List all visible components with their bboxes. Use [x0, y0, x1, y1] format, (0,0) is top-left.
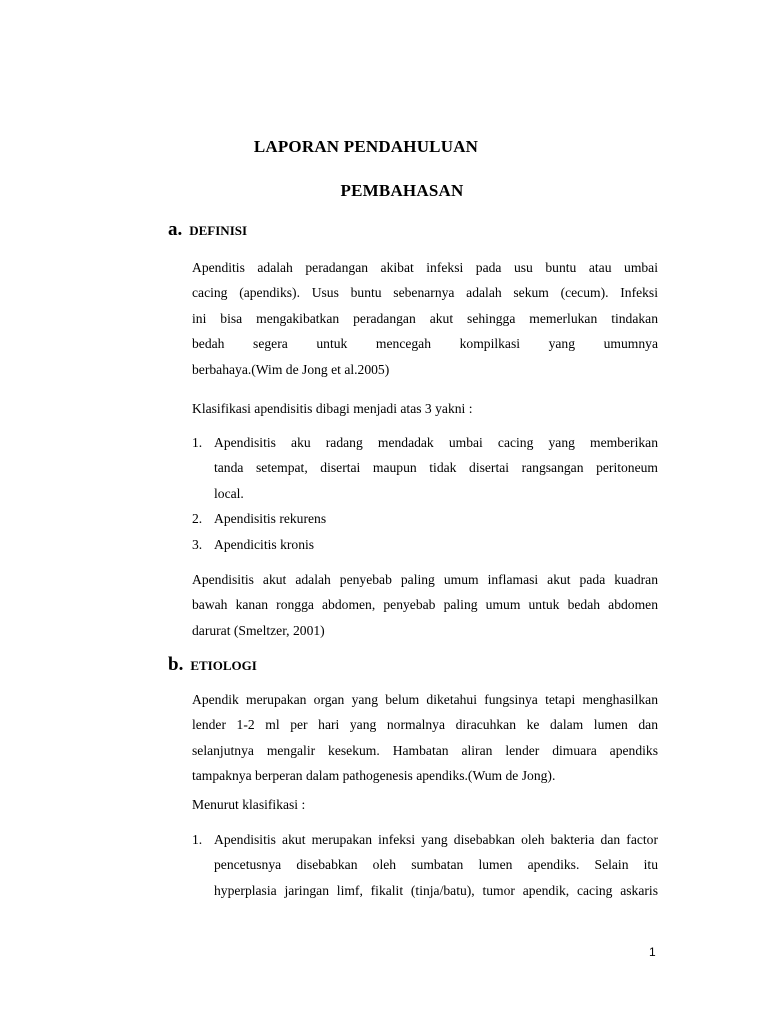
paragraph-line: ini bisa mengakibatkan peradangan akut sehingga memerlukan tindakan [192, 310, 658, 326]
klasifikasi-list [192, 430, 658, 557]
etiologi-paragraph [192, 687, 658, 789]
paragraph-line: berbahaya.(Wim de Jong et al.2005) [192, 361, 390, 377]
list-line: local. [214, 485, 244, 501]
list-line: tanda setempat, disertai maupun tidak disertai rangsangan peritoneum [214, 460, 658, 476]
section-a-letter: a. [168, 219, 183, 240]
paragraph-line: Apenditis adalah peradangan akibat infeksi pada usu buntu atau umbai [192, 260, 658, 275]
paragraph-line: Apendik merupakan organ yang belum diketahui fungsinya tetapi menghasilkan [192, 692, 658, 707]
paragraph-line: Apendisitis akut adalah penyebab paling umum inflamasi akut pada kuadran [192, 572, 658, 587]
list-line: Apendisitis aku radang mendadak umbai cacing yang memberikan [214, 435, 658, 450]
page-number: 1 [649, 945, 656, 959]
list-line: Apendisitis rekurens [214, 511, 327, 527]
paragraph-line: tampaknya berperan dalam pathogenesis apendiks.(Wum de Jong). [192, 768, 556, 784]
paragraph-line: darurat (Smeltzer, 2001) [192, 622, 325, 638]
list-number: 2. [192, 511, 203, 527]
klasifikasi-intro [192, 396, 658, 421]
list-line: Apendicitis kronis [214, 536, 315, 552]
list-line: hyperplasia jaringan limf, fikalit (tinja/batu), tumor apendik, cacing askaris [214, 882, 658, 898]
list-line: Apendisitis akut merupakan infeksi yang disebabkan oleh bakteria dan factor [214, 832, 658, 847]
paragraph-line: bedah segera untuk mencegah kompilkasi yang umumnya [192, 336, 658, 352]
definisi-paragraph [192, 255, 658, 382]
section-a-title: DEFINISI [189, 223, 248, 238]
list-item [192, 827, 658, 903]
list-item [192, 506, 658, 531]
paragraph-line: cacing (apendiks). Usus buntu sebenarnya adalah sekum (cecum). Infeksi [192, 285, 658, 301]
apendisitis-akut-paragraph [192, 567, 658, 643]
section-b-letter: b. [168, 654, 184, 675]
list-number: 1. [192, 435, 203, 450]
list-number: 1. [192, 832, 203, 847]
paragraph-line: lender 1-2 ml per hari yang normalnya diracuhkan ke dalam lumen dan [192, 717, 658, 733]
document-subtitle: PEMBAHASAN [340, 181, 464, 200]
menurut-klasifikasi-intro [192, 792, 658, 817]
paragraph-line: selanjutnya mengalir kesekum. Hambatan aliran lender dimuara apendiks [192, 742, 658, 758]
list-line: pencetusnya disebabkan oleh sumbatan lumen apendiks. Selain itu [214, 857, 658, 873]
list-item [192, 532, 658, 557]
list-number: 3. [192, 536, 203, 552]
section-b-title: ETIOLOGI [190, 658, 257, 673]
paragraph-line: bawah kanan rongga abdomen, penyebab paling umum untuk bedah abdomen [192, 597, 658, 613]
list-item [192, 430, 658, 506]
section-a-heading [168, 219, 247, 241]
document-title: LAPORAN PENDAHULUAN [253, 137, 479, 156]
section-b-heading [168, 654, 257, 676]
etiologi-list [192, 827, 658, 903]
paragraph-line: Klasifikasi apendisitis dibagi menjadi atas 3 yakni : [192, 401, 473, 416]
paragraph-line: Menurut klasifikasi : [192, 797, 306, 812]
